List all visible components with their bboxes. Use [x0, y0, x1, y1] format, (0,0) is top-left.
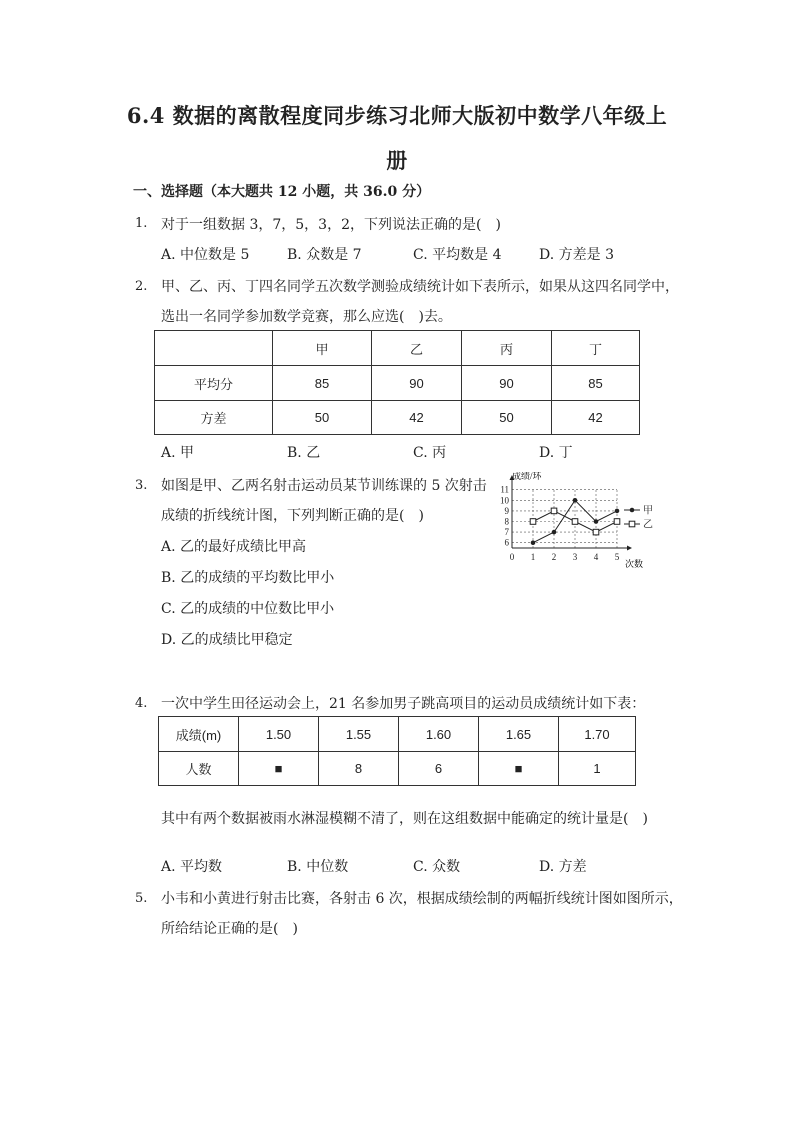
- x-axis-label: 次数: [625, 559, 644, 569]
- table-header-row: [159, 717, 636, 752]
- table-cell: 丙: [462, 331, 552, 366]
- table-cell: 90: [462, 366, 552, 401]
- score-table: [154, 330, 640, 435]
- option-b[interactable]: B. 中位数: [287, 859, 349, 875]
- score-line-chart: [498, 472, 658, 572]
- table-cell: 85: [552, 366, 640, 401]
- table-cell: 1: [559, 752, 636, 786]
- x-tick-label: 1: [530, 552, 536, 562]
- table-cell: 50: [273, 401, 372, 435]
- x-axis-arrow: [627, 546, 632, 551]
- y-tick-label: 11: [500, 484, 509, 495]
- y-axis-label: 成绩/环: [512, 472, 542, 481]
- x-tick-label: 5: [614, 552, 620, 562]
- table-cell: 1.55: [319, 717, 399, 752]
- table-cell: 1.50: [239, 717, 319, 752]
- question-text: 小韦和小黄进行射击比赛，各射击 6 次，根据成绩绘制的两幅折线统计图如图所示，: [161, 891, 683, 907]
- section-heading: 一、选择题（本大题共 12 小题，共 36.0 分）: [133, 184, 431, 200]
- option-a[interactable]: A. 乙的最好成绩比甲高: [161, 539, 307, 555]
- legend-marker: [629, 521, 635, 527]
- question-text: 一次中学生田径运动会上，21 名参加男子跳高项目的运动员成绩统计如下表：: [161, 696, 646, 712]
- x-tick-label: 0: [509, 552, 515, 562]
- table-row: [159, 752, 636, 786]
- table-header-row: [155, 331, 640, 366]
- y-tick-label: 7: [504, 527, 509, 538]
- option-d[interactable]: D. 丁: [539, 445, 573, 461]
- y-tick-label: 6: [504, 537, 509, 548]
- question-text: 如图是甲、乙两名射击运动员某节训练课的 5 次射击: [161, 478, 487, 494]
- data-point: [530, 519, 536, 525]
- option-a[interactable]: A. 平均数: [161, 859, 223, 875]
- option-d[interactable]: D. 方差: [539, 859, 587, 875]
- table-cell: 1.70: [559, 717, 636, 752]
- data-point: [573, 498, 578, 503]
- table-cell: 甲: [273, 331, 372, 366]
- question-number: 2.: [135, 279, 148, 294]
- table-cell: 丁: [552, 331, 640, 366]
- question-text-continued: 选出一名同学参加数学竞赛，那么应选( )去。: [161, 309, 452, 325]
- y-tick-label: 10: [500, 495, 509, 506]
- legend-label: 甲: [643, 505, 653, 517]
- x-tick-label: 2: [551, 552, 557, 562]
- data-point: [551, 508, 557, 514]
- table-cell: 方差: [155, 401, 273, 435]
- table-cell: 1.60: [399, 717, 479, 752]
- option-c[interactable]: C. 平均数是 4: [413, 247, 502, 263]
- table-row: [155, 401, 640, 435]
- data-point: [572, 519, 578, 525]
- chart-legend: [624, 505, 653, 531]
- page-title-continued: 册: [386, 148, 408, 173]
- data-point: [593, 529, 599, 535]
- option-d[interactable]: D. 方差是 3: [539, 247, 614, 263]
- option-c[interactable]: C. 乙的成绩的中位数比甲小: [161, 601, 335, 617]
- y-tick-label: 9: [504, 505, 509, 516]
- option-b[interactable]: B. 乙的成绩的平均数比甲小: [161, 570, 335, 586]
- option-b[interactable]: B. 众数是 7: [287, 247, 362, 263]
- option-a[interactable]: A. 中位数是 5: [161, 247, 250, 263]
- table-cell: 42: [552, 401, 640, 435]
- table-cell: ■: [239, 752, 319, 786]
- question-text-continued: 成绩的折线统计图，下列判断正确的是( ): [161, 508, 424, 524]
- table-cell: 平均分: [155, 366, 273, 401]
- table-cell: [155, 331, 273, 366]
- table-cell: ■: [479, 752, 559, 786]
- data-point: [615, 509, 620, 514]
- data-point: [531, 540, 536, 545]
- table-cell: 人数: [159, 752, 239, 786]
- high-jump-table: [158, 716, 636, 786]
- y-tick-label: 8: [504, 516, 509, 527]
- question-number: 4.: [135, 696, 148, 711]
- data-point: [614, 519, 620, 525]
- table-cell: 8: [319, 752, 399, 786]
- question-text-continued: 所给结论正确的是( ): [161, 921, 298, 937]
- question-note: 其中有两个数据被雨水淋湿模糊不清了，则在这组数据中能确定的统计量是( ): [161, 811, 648, 827]
- table-cell: 50: [462, 401, 552, 435]
- table-cell: 85: [273, 366, 372, 401]
- chart-series: [530, 498, 620, 545]
- page-title: 6.4 数据的离散程度同步练习北师大版初中数学八年级上: [126, 103, 668, 128]
- option-b[interactable]: B. 乙: [287, 445, 321, 461]
- x-tick-label: 3: [572, 552, 578, 562]
- data-point: [594, 519, 599, 524]
- table-cell: 成绩(m): [159, 717, 239, 752]
- legend-marker: [630, 508, 635, 513]
- question-text: 对于一组数据 3，7，5，3，2，下列说法正确的是( ): [161, 217, 501, 233]
- question-number: 1.: [135, 216, 148, 231]
- option-c[interactable]: C. 众数: [413, 859, 461, 875]
- data-point: [552, 530, 557, 535]
- x-tick-label: 4: [593, 552, 599, 562]
- option-a[interactable]: A. 甲: [161, 445, 195, 461]
- table-cell: 乙: [372, 331, 462, 366]
- table-cell: 6: [399, 752, 479, 786]
- option-d[interactable]: D. 乙的成绩比甲稳定: [161, 632, 293, 648]
- question-text: 甲、乙、丙、丁四名同学五次数学测验成绩统计如下表所示，如果从这四名同学中，: [161, 279, 679, 295]
- table-cell: 42: [372, 401, 462, 435]
- legend-label: 乙: [643, 519, 653, 531]
- table-cell: 1.65: [479, 717, 559, 752]
- option-c[interactable]: C. 丙: [413, 445, 447, 461]
- table-row: [155, 366, 640, 401]
- table-cell: 90: [372, 366, 462, 401]
- question-number: 5.: [135, 891, 148, 906]
- question-number: 3.: [135, 478, 148, 493]
